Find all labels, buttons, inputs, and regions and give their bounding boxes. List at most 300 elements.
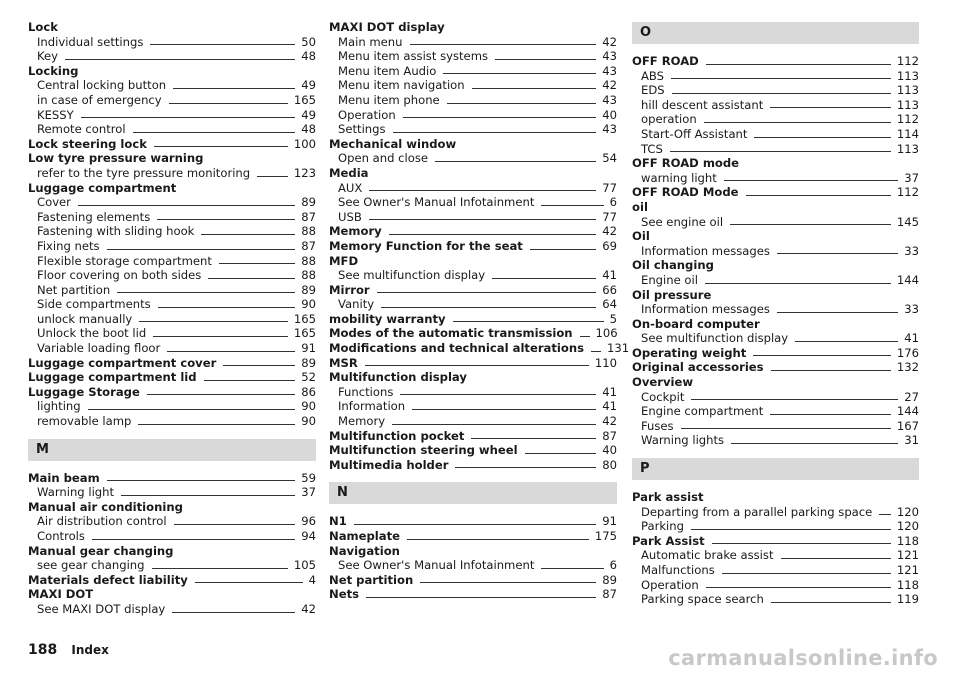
- entry-label: in case of emergency: [37, 92, 162, 107]
- index-subentry: [28, 166, 316, 181]
- index-entry: [329, 529, 617, 544]
- leader-line: [78, 205, 295, 206]
- index-subentry: [28, 297, 316, 312]
- leader-line: [455, 467, 596, 468]
- index-heading: Oil: [632, 229, 650, 244]
- leader-line: [591, 351, 601, 352]
- entry-label: Engine compartment: [641, 404, 764, 419]
- index-heading: MAXI DOT: [28, 587, 94, 602]
- entry-page-number: 123: [293, 165, 316, 180]
- leader-line: [530, 249, 596, 250]
- leader-line: [453, 321, 604, 322]
- entry-label: Mirror: [329, 282, 370, 297]
- entry-page-number: 48: [301, 122, 316, 137]
- letter-heading: O: [632, 22, 919, 44]
- index-subentry: [28, 35, 316, 50]
- entry-label: Luggage compartment lid: [28, 370, 197, 385]
- entry-label: See engine oil: [641, 214, 724, 229]
- leader-line: [746, 195, 891, 196]
- entry-label: refer to the tyre pressure monitoring: [37, 165, 251, 180]
- leader-line: [435, 161, 596, 162]
- leader-line: [365, 365, 589, 366]
- leader-line: [169, 103, 288, 104]
- index-entry: [632, 360, 919, 375]
- entry-page-number: 40: [602, 443, 617, 458]
- entry-page-number: 41: [602, 399, 617, 414]
- index-entry: [329, 443, 617, 458]
- leader-line: [167, 351, 295, 352]
- entry-page-number: 41: [602, 268, 617, 283]
- entry-page-number: 113: [896, 68, 919, 83]
- index-subentry: [329, 122, 617, 137]
- index-subentry: [632, 244, 919, 259]
- index-entry: [28, 356, 316, 371]
- letter-heading: P: [632, 458, 919, 480]
- index-entry: [329, 341, 630, 356]
- index-entry: [329, 356, 617, 371]
- index-subentry: [632, 578, 919, 593]
- entry-page-number: 42: [301, 601, 316, 616]
- entry-label: Settings: [338, 122, 386, 137]
- entry-page-number: 132: [896, 360, 919, 375]
- leader-line: [117, 292, 295, 293]
- leader-line: [157, 219, 295, 220]
- entry-page-number: 100: [293, 136, 316, 151]
- leader-line: [173, 88, 295, 89]
- entry-page-number: 144: [896, 404, 919, 419]
- leader-line: [147, 394, 295, 395]
- index-subentry: [329, 414, 617, 429]
- leader-line: [691, 529, 891, 530]
- index-subentry: [632, 215, 919, 230]
- index-heading: Oil changing: [632, 258, 714, 273]
- entry-label: Fixing nets: [37, 238, 100, 253]
- entry-page-number: 114: [896, 126, 919, 141]
- index-subentry: [28, 254, 316, 269]
- leader-line: [706, 587, 891, 588]
- entry-label: Parking space search: [641, 592, 764, 607]
- leader-line: [381, 307, 596, 308]
- entry-page-number: 54: [602, 151, 617, 166]
- leader-line: [541, 568, 603, 569]
- leader-line: [223, 365, 295, 366]
- index-entry: [329, 283, 617, 298]
- entry-label: Main beam: [28, 470, 100, 485]
- index-heading: Multifunction display: [329, 370, 467, 385]
- entry-label: lighting: [37, 399, 81, 414]
- entry-label: See MAXI DOT display: [37, 601, 166, 616]
- index-subentry: [632, 83, 919, 98]
- entry-label: Air distribution control: [37, 514, 167, 529]
- entry-label: Information: [338, 399, 406, 414]
- leader-line: [403, 117, 597, 118]
- entry-page-number: 49: [301, 107, 316, 122]
- entry-page-number: 167: [896, 418, 919, 433]
- entry-label: Menu item phone: [338, 92, 440, 107]
- entry-label: AUX: [338, 180, 363, 195]
- index-subentry: [329, 558, 617, 573]
- entry-label: Main menu: [338, 34, 403, 49]
- entry-page-number: 43: [602, 49, 617, 64]
- entry-label: Park Assist: [632, 533, 705, 548]
- entry-page-number: 41: [904, 331, 919, 346]
- leader-line: [158, 307, 296, 308]
- index-heading: Luggage compartment: [28, 180, 177, 195]
- entry-label: Floor covering on both sides: [37, 268, 202, 283]
- index-subentry: [632, 390, 919, 405]
- entry-label: Multifunction steering wheel: [329, 443, 518, 458]
- index-entry: [329, 239, 617, 254]
- leader-line: [139, 321, 288, 322]
- leader-line: [153, 336, 288, 337]
- leader-line: [541, 205, 603, 206]
- entry-label: Nameplate: [329, 529, 400, 543]
- leader-line: [138, 424, 295, 425]
- index-subentry: [329, 268, 617, 283]
- index-heading: oil: [632, 199, 648, 214]
- entry-page-number: 91: [301, 341, 316, 356]
- entry-label: Fastening elements: [37, 209, 151, 224]
- entry-page-number: 88: [301, 268, 316, 283]
- index-subentry: [28, 514, 316, 529]
- entry-label: Unlock the boot lid: [37, 326, 147, 341]
- watermark: carmanualsonline.info: [668, 646, 938, 670]
- entry-label: See Owner's Manual Infotainment: [338, 195, 535, 210]
- entry-page-number: 37: [904, 170, 919, 185]
- index-heading: Park assist: [632, 490, 704, 505]
- index-heading: MAXI DOT display: [329, 20, 445, 34]
- entry-label: Vanity: [338, 297, 375, 312]
- index-subentry: [28, 93, 316, 108]
- entry-label: Flexible storage compartment: [37, 253, 212, 268]
- leader-line: [495, 59, 596, 60]
- leader-line: [443, 73, 596, 74]
- leader-line: [81, 117, 296, 118]
- leader-line: [580, 336, 590, 337]
- index-entry: [632, 185, 919, 200]
- entry-page-number: 77: [602, 209, 617, 224]
- entry-label: Operation: [641, 577, 699, 592]
- entry-page-number: 89: [301, 282, 316, 297]
- leader-line: [770, 414, 891, 415]
- entry-page-number: 37: [301, 485, 316, 500]
- entry-page-number: 119: [896, 592, 919, 607]
- index-subentry: [632, 127, 919, 142]
- entry-label: Warning lights: [641, 433, 725, 448]
- index-subentry: [632, 592, 919, 607]
- index-subentry: [329, 210, 617, 225]
- index-subentry: [28, 602, 316, 617]
- leader-line: [400, 394, 596, 395]
- entry-page-number: 48: [301, 49, 316, 64]
- index-subentry: [329, 35, 617, 50]
- entry-page-number: 86: [301, 384, 316, 399]
- index-entry: [28, 370, 316, 385]
- leader-line: [754, 137, 890, 138]
- index-subentry: [28, 210, 316, 225]
- leader-line: [204, 380, 296, 381]
- index-subentry: [329, 181, 617, 196]
- entry-page-number: 52: [301, 370, 316, 385]
- entry-page-number: 90: [301, 414, 316, 429]
- leader-line: [670, 151, 891, 152]
- entry-label: Menu item assist systems: [338, 49, 489, 64]
- index-entry: [28, 137, 316, 152]
- index-subentry: [329, 195, 617, 210]
- entry-page-number: 176: [896, 345, 919, 360]
- entry-label: MSR: [329, 355, 358, 370]
- entry-page-number: 49: [301, 78, 316, 93]
- entry-label: Lock steering lock: [28, 136, 147, 151]
- entry-page-number: 87: [301, 209, 316, 224]
- entry-label: Warning light: [37, 485, 115, 500]
- entry-page-number: 87: [602, 428, 617, 443]
- index-subentry: [329, 151, 617, 166]
- entry-page-number: 112: [896, 112, 919, 127]
- leader-line: [369, 219, 596, 220]
- letter-heading: M: [28, 439, 316, 461]
- index-subentry: [632, 548, 919, 563]
- entry-page-number: 89: [301, 195, 316, 210]
- entry-page-number: 33: [904, 243, 919, 258]
- leader-line: [471, 438, 596, 439]
- index-subentry: [28, 485, 316, 500]
- leader-line: [420, 582, 596, 583]
- entry-label: operation: [641, 112, 697, 127]
- page-footer: [28, 642, 109, 658]
- entry-page-number: 69: [602, 238, 617, 253]
- index-heading: MFD: [329, 253, 359, 268]
- index-subentry: [632, 112, 919, 127]
- index-heading: Navigation: [329, 543, 400, 558]
- index-heading: OFF ROAD mode: [632, 156, 740, 171]
- leader-line: [671, 78, 891, 79]
- index-subentry: [329, 385, 617, 400]
- index-subentry: [28, 414, 316, 429]
- index-subentry: [632, 404, 919, 419]
- leader-line: [706, 64, 891, 65]
- leader-line: [492, 278, 596, 279]
- entry-page-number: 41: [602, 384, 617, 399]
- index-subentry: [28, 312, 316, 327]
- entry-label: Luggage compartment cover: [28, 355, 217, 370]
- leader-line: [407, 539, 589, 540]
- index-subentry: [28, 224, 316, 239]
- leader-line: [795, 341, 898, 342]
- entry-label: Functions: [338, 384, 394, 399]
- leader-line: [753, 355, 891, 356]
- letter-heading: N: [329, 482, 617, 504]
- entry-page-number: 77: [602, 180, 617, 195]
- index-entry: [632, 54, 919, 69]
- entry-label: Multifunction pocket: [329, 428, 465, 443]
- entry-page-number: 118: [896, 533, 919, 548]
- entry-label: Operating weight: [632, 345, 747, 360]
- index-subentry: [28, 239, 316, 254]
- entry-page-number: 110: [594, 355, 617, 370]
- leader-line: [150, 44, 295, 45]
- entry-page-number: 165: [293, 92, 316, 107]
- index-entry: [329, 458, 617, 473]
- entry-page-number: 112: [896, 54, 919, 68]
- leader-line: [257, 176, 288, 177]
- entry-page-number: 113: [896, 141, 919, 156]
- entry-page-number: 89: [602, 572, 617, 587]
- entry-page-number: 64: [602, 297, 617, 312]
- entry-page-number: 42: [602, 224, 617, 239]
- entry-page-number: 105: [293, 558, 316, 573]
- entry-page-number: 88: [301, 253, 316, 268]
- entry-label: Variable loading floor: [37, 341, 161, 356]
- index-subentry: [28, 78, 316, 93]
- entry-page-number: 43: [602, 92, 617, 107]
- index-subentry: [28, 558, 316, 573]
- index-subentry: [28, 326, 316, 341]
- entry-label: hill descent assistant: [641, 97, 764, 112]
- entry-label: Memory Function for the seat: [329, 238, 523, 253]
- index-entry: [28, 573, 316, 588]
- entry-page-number: 145: [896, 214, 919, 229]
- index-subentry: [28, 49, 316, 64]
- entry-label: Operation: [338, 107, 396, 122]
- entry-page-number: 121: [896, 563, 919, 577]
- entry-page-number: 4: [308, 572, 316, 587]
- leader-line: [410, 44, 597, 45]
- index-subentry: [632, 419, 919, 434]
- leader-line: [389, 234, 597, 235]
- leader-line: [879, 514, 891, 515]
- entry-label: unlock manually: [37, 311, 133, 326]
- leader-line: [771, 370, 891, 371]
- leader-line: [777, 312, 898, 313]
- entry-label: Fuses: [641, 418, 674, 433]
- entry-page-number: 40: [602, 107, 617, 122]
- index-subentry: [28, 195, 316, 210]
- leader-line: [174, 524, 296, 525]
- leader-line: [201, 234, 295, 235]
- entry-label: ABS: [641, 68, 665, 83]
- index-subentry: [28, 341, 316, 356]
- entry-label: Menu item navigation: [338, 78, 465, 93]
- index-subentry: [632, 171, 919, 186]
- entry-label: Remote control: [37, 122, 126, 137]
- leader-line: [195, 582, 303, 583]
- leader-line: [672, 93, 891, 94]
- leader-line: [154, 146, 288, 147]
- leader-line: [412, 409, 596, 410]
- index-subentry: [28, 399, 316, 414]
- entry-label: Modifications and technical alterations: [329, 341, 584, 356]
- leader-line: [377, 292, 597, 293]
- leader-line: [730, 224, 891, 225]
- entry-label: Net partition: [37, 282, 111, 297]
- entry-page-number: 42: [602, 78, 617, 93]
- leader-line: [447, 103, 597, 104]
- index-subentry: [632, 98, 919, 113]
- entry-label: Departing from a parallel parking space: [641, 504, 873, 519]
- index-subentry: [329, 399, 617, 414]
- entry-label: Parking: [641, 519, 684, 534]
- index-subentry: [632, 69, 919, 84]
- entry-label: Modes of the automatic transmission: [329, 326, 573, 341]
- index-entry: [329, 573, 617, 588]
- entry-label: warning light: [641, 170, 717, 185]
- entry-label: Start-Off Assistant: [641, 126, 748, 141]
- entry-page-number: 43: [602, 122, 617, 137]
- index-subentry: [28, 283, 316, 298]
- index-column-1: [28, 20, 316, 617]
- index-entry: [329, 312, 617, 327]
- leader-line: [722, 573, 891, 574]
- leader-line: [705, 283, 891, 284]
- index-subentry: [28, 122, 316, 137]
- entry-page-number: 144: [896, 272, 919, 287]
- leader-line: [681, 428, 891, 429]
- index-heading: Overview: [632, 375, 694, 390]
- index-subentry: [632, 433, 919, 448]
- entry-label: Net partition: [329, 572, 414, 587]
- index-subentry: [632, 302, 919, 317]
- entry-label: Nets: [329, 587, 360, 602]
- entry-page-number: 96: [301, 514, 316, 529]
- entry-label: Multimedia holder: [329, 457, 449, 472]
- index-heading: Manual gear changing: [28, 543, 174, 558]
- leader-line: [392, 424, 596, 425]
- index-heading: Locking: [28, 63, 79, 78]
- entry-page-number: 90: [301, 399, 316, 414]
- index-entry: [329, 587, 617, 602]
- entry-label: Luggage Storage: [28, 384, 140, 399]
- entry-page-number: 50: [301, 34, 316, 49]
- index-heading: Media: [329, 165, 369, 180]
- entry-page-number: 6: [609, 558, 617, 573]
- page-number: 188: [28, 642, 58, 658]
- entry-label: Central locking button: [37, 78, 167, 93]
- entry-label: N1: [329, 514, 347, 529]
- leader-line: [121, 495, 295, 496]
- index-heading: On-board computer: [632, 316, 760, 331]
- index-subentry: [329, 78, 617, 93]
- index-subentry: [632, 331, 919, 346]
- index-heading: Oil pressure: [632, 287, 712, 302]
- entry-label: Malfunctions: [641, 563, 715, 577]
- leader-line: [172, 612, 295, 613]
- entry-label: Cover: [37, 195, 71, 210]
- index-heading: Lock: [28, 20, 58, 34]
- entry-page-number: 42: [602, 414, 617, 429]
- entry-label: Fastening with sliding hook: [37, 224, 195, 239]
- index-subentry: [632, 519, 919, 534]
- entry-page-number: 113: [896, 97, 919, 112]
- leader-line: [65, 59, 295, 60]
- entry-label: KESSY: [37, 107, 74, 122]
- entry-label: See Owner's Manual Infotainment: [338, 558, 535, 573]
- entry-label: see gear changing: [37, 558, 145, 573]
- index-entry: [632, 346, 919, 361]
- entry-page-number: 27: [904, 389, 919, 404]
- entry-page-number: 66: [602, 282, 617, 297]
- entry-label: Menu item Audio: [338, 63, 437, 78]
- leader-line: [152, 568, 288, 569]
- leader-line: [393, 132, 597, 133]
- entry-page-number: 42: [602, 34, 617, 49]
- leader-line: [107, 249, 296, 250]
- leader-line: [92, 539, 295, 540]
- leader-line: [691, 399, 898, 400]
- entry-page-number: 5: [609, 311, 617, 326]
- leader-line: [208, 278, 295, 279]
- entry-label: mobility warranty: [329, 311, 446, 326]
